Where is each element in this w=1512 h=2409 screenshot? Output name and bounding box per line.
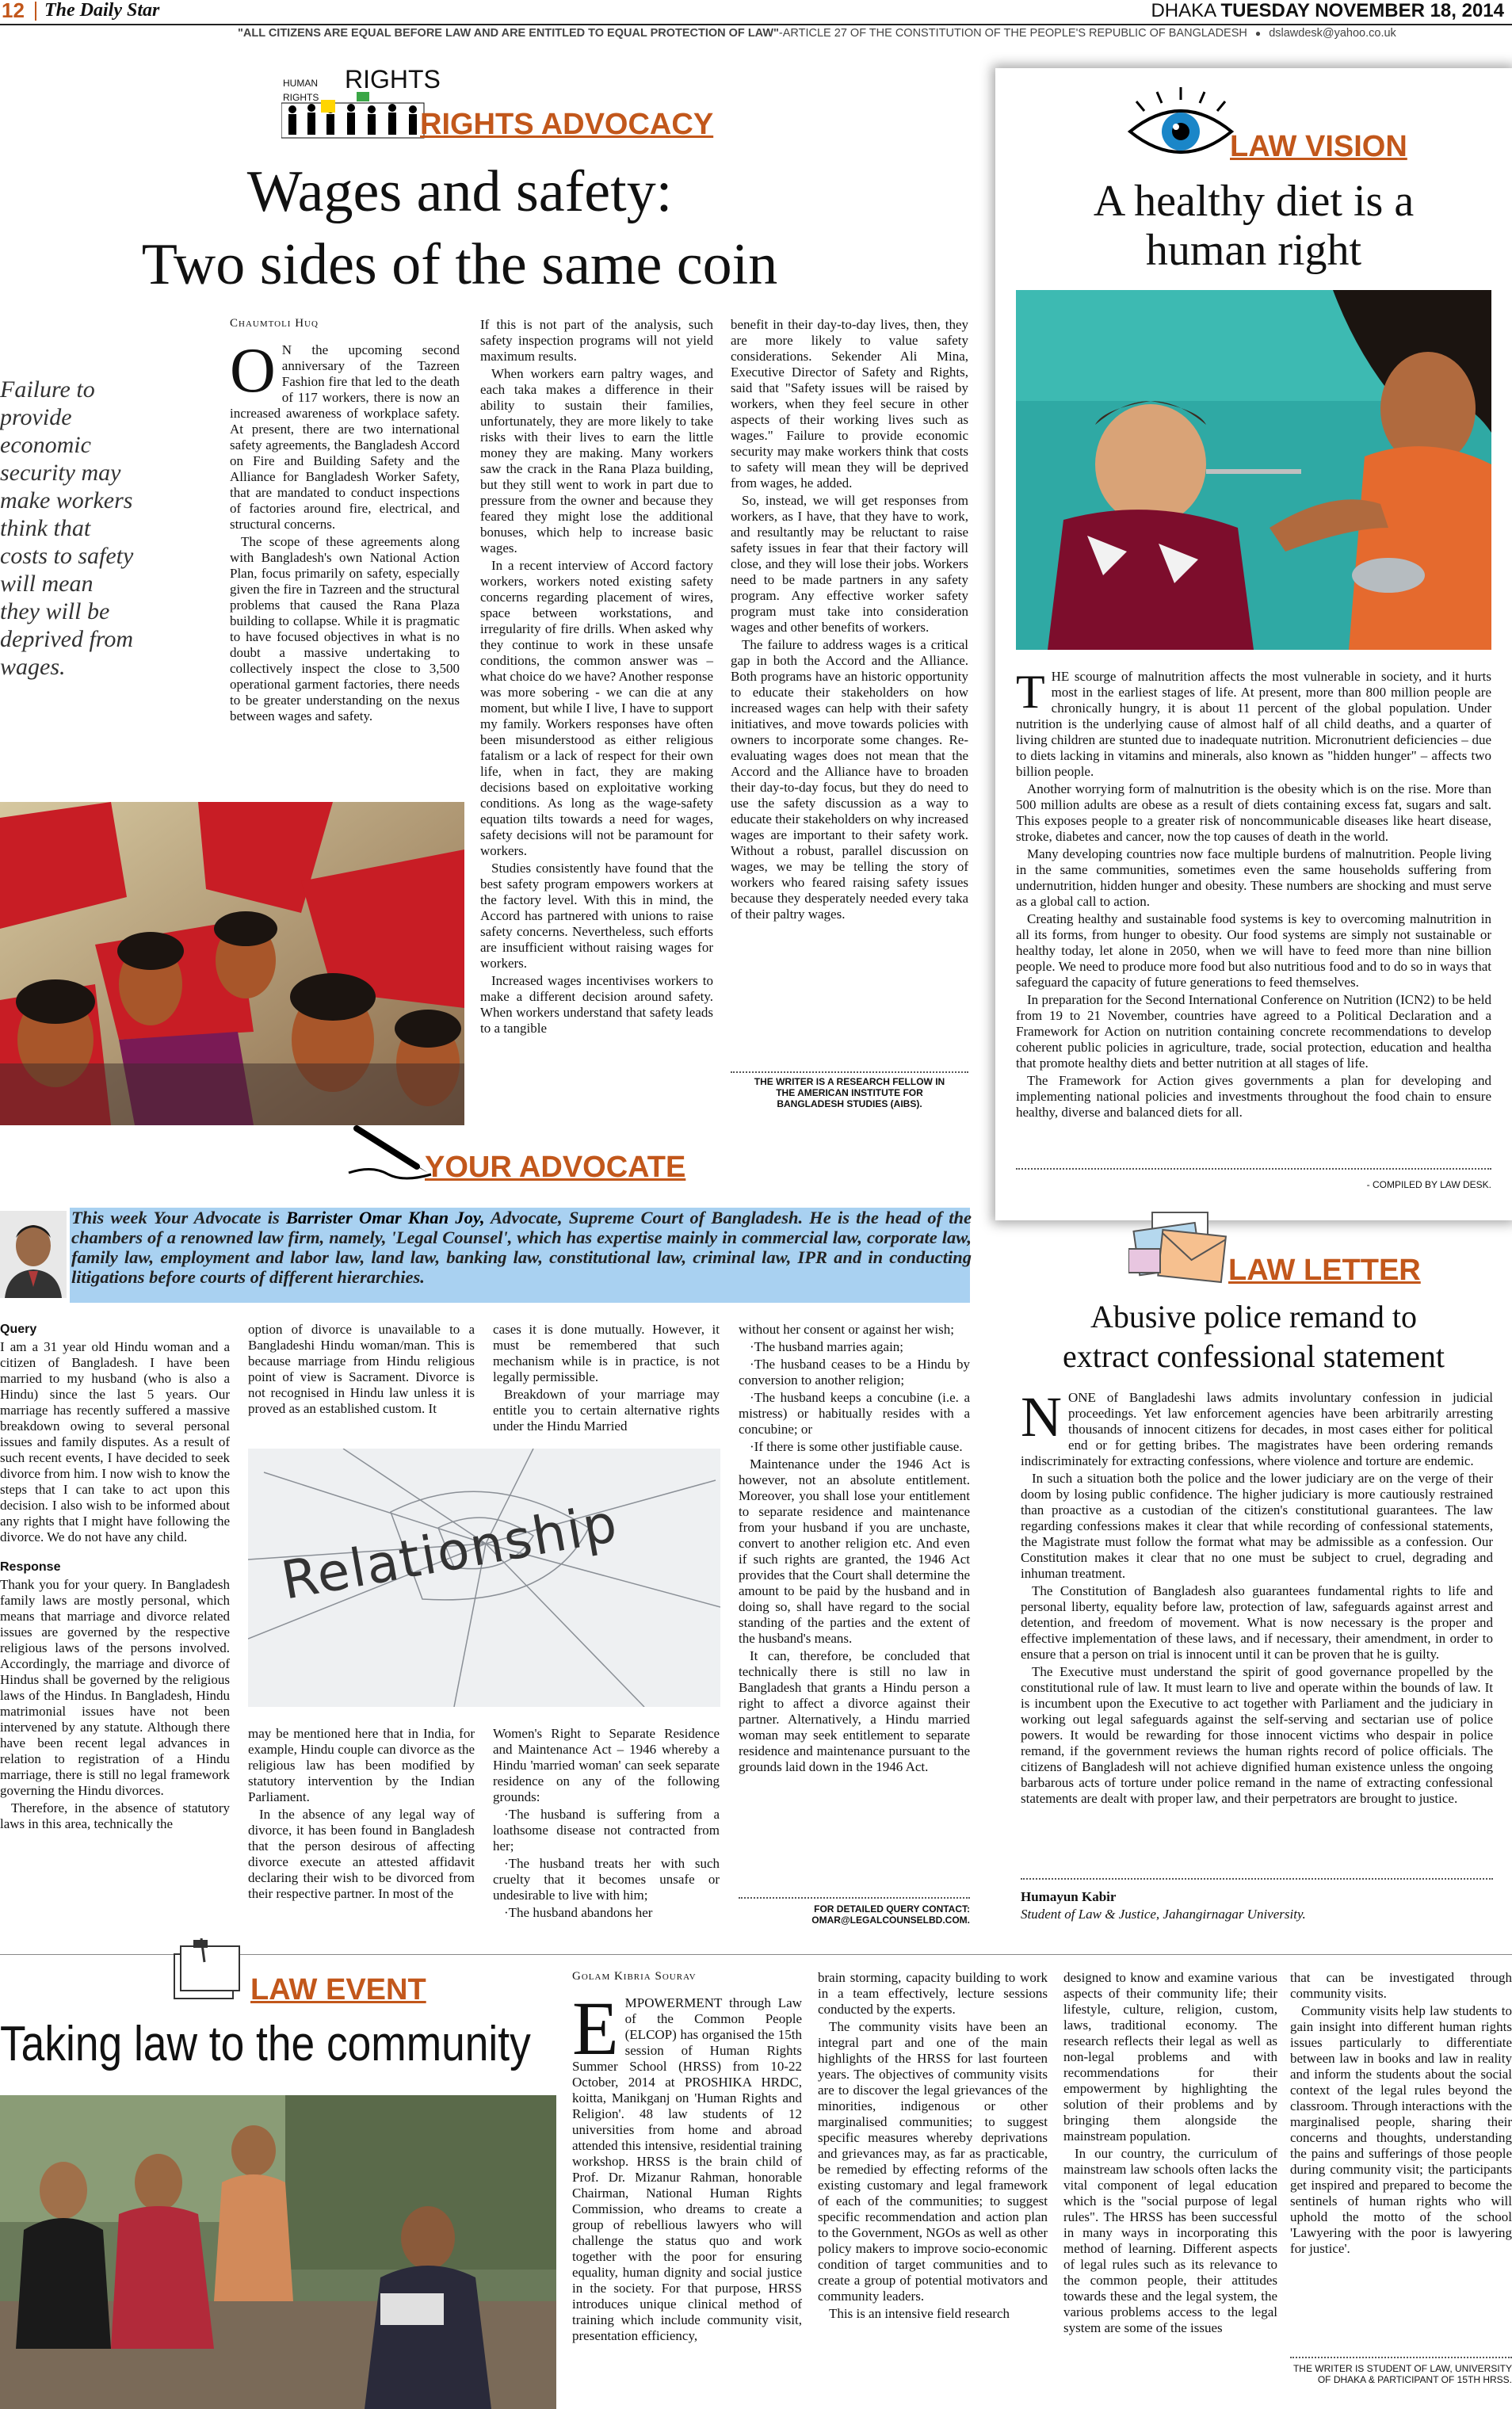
community-credit-rule xyxy=(1290,2357,1512,2358)
remand-headline-line1: Abusive police remand to xyxy=(1090,1299,1418,1334)
community-column-1: EMPOWERMENT through Law of the Common People (ELCOP) has organised the 15th session of Human Rights Summer School (HRSS) from 10-22 October, 2014 at PROSHIKA HRDC, koitta, Manikganj on 'Human Rights and Religion'. 48 law students of 12 universities from home and abroad attended this intensive, residential training workshop. HRSS is the brain child of Prof. Dr. Mizanur Rahman, honorable Chairman, National Human Rights Commission, who dreams to create a group of rebellious lawyers who will challenge the status quo and work together with the poor for ensuring equality, human dignity and social justice in the society. For that purpose, HRSS introduces unique clinical method of training which include community visit, presentation efficiency, xyxy=(572,1986,802,2343)
community-headline: Taking law to the community xyxy=(0,2017,531,2071)
wages-byline: Chaumtoli Huq xyxy=(230,317,319,330)
logo-text-rights-large: RIGHTS xyxy=(345,65,441,94)
pen-icon-svg xyxy=(341,1117,436,1181)
advocate-column-3-bottom: Women's Right to Separate Residence and Maintenance Act – 1946 whereby a Hindu 'married woman' can seek separate residence on any of the following grounds: ·The husband is suffering from a loathsome disease not contracted from her; ·The husband treats her with such cruelty that it becomes unsafe or undesirable to live with him; ·The husband abandons her xyxy=(493,1726,720,1920)
rights-advocacy-label: RIGHTS ADVOCACY xyxy=(420,108,714,141)
law-letter-label: LAW LETTER xyxy=(1228,1254,1421,1287)
logo-text-rights-small: RIGHTS xyxy=(283,92,319,103)
email-link[interactable]: dslawdesk@yahoo.co.uk xyxy=(1269,27,1396,40)
advocate-intro: This week Your Advocate is Barrister Omar Khan Joy, Advocate, Supreme Court of Bangladesh. He is the head of the chambers of a renowned law firm, namely, 'Legal Counsel', which has expertise mainly in commercial law, corporate law, family law, employment and labor law, land law, banking law, constitutional law, criminal law, IPR and in conducting litigations before courts of different hierarchies. xyxy=(71,1208,972,1287)
diet-credit-rule xyxy=(1016,1168,1491,1170)
relationship-photo xyxy=(248,1449,720,1707)
remand-author-title: Student of Law & Justice, Jahangirnagar University. xyxy=(1021,1907,1306,1922)
envelope-icon xyxy=(1128,1209,1231,1288)
diet-headline-line1: A healthy diet is a xyxy=(1093,177,1415,226)
remand-author: Humayun Kabir xyxy=(1021,1889,1117,1904)
masthead xyxy=(0,0,1512,49)
wages-headline-line1: Wages and safety: xyxy=(246,159,673,224)
tagline-source: -ARTICLE 27 OF THE CONSTITUTION OF THE PEOPLE'S REPUBLIC OF BANGLADESH xyxy=(778,27,1247,40)
remand-headline-line2: extract confessional statement xyxy=(1062,1338,1445,1374)
advocate-column-2-bottom: may be mentioned here that in India, for example, Hindu couple can divorce as the religious law has been modified by statutory intervention by the Indian Parliament. In the absence of any legal way of divorce, it has been found in Bangladesh that the person desirous of affecting divorce execute an attested affidavit declaring their wish to be divorced from their respective partner. In most of the xyxy=(248,1726,475,1901)
dateline-city: DHAKA xyxy=(1151,0,1216,21)
relationship-word: Relationship xyxy=(277,1492,623,1612)
wages-pullquote: Failure to provide economic security may make workers think that costs to safety will mean they will be deprived from wages. xyxy=(0,376,134,680)
community-photo xyxy=(0,2095,556,2409)
tagline xyxy=(238,27,1506,40)
your-advocate-label: YOUR ADVOCATE xyxy=(425,1151,686,1184)
pen-icon xyxy=(341,1117,436,1181)
child-feeding-image xyxy=(1016,290,1491,650)
diet-article-body: THE scourge of malnutrition affects the most vulnerable in society, and it hurts most in the earliest stages of life. At present, more than 800 million people are chronically hungry, it is about 11 percent of the global population. Under nutrition is the underlying cause of almost half of all child deaths, and a quarter of living children are stunted due to inadequate nutrition. Micronutrient deficiencies – due to diets lacking in vitamins and minerals, also known as "hidden hunger" – affects two billion people. Another worrying form of malnutrition is the obesity which is on the rise. More than 500 million adults are obese as a result of diets containing excess fat, sugars and salt. This exposes people to a greater risk of noncommunicable diseases like heart disease, stroke, diabetes and cancer, now the top causes of death in the world. Many developing countries now face multiple burdens of malnutrition. People living in the same communities, sometimes even the same households suffering from undernutrition, hidden hunger and obesity. These numbers are shocking and must serve as a global call to action. Creating healthy and sustainable food systems is key to overcoming malnutrition in all its forms, from hunger to obesity. Our food systems are simply not sustainable or healthy today, let alone in 2050, when we will have to feed more than nine billion people. We need to produce more food but also nutritious food and to do so in ways that safeguard the capacity of future generations to feed themselves. In preparation for the Second International Conference on Nutrition (ICN2) to be held from 19 to 21 November, countries have agreed to a Political Declaration and a Framework for Action on nutrition containing concrete recommendations to develop coherent public policies in agriculture, trade, social protection, education and healtha that promote healthy diets and better nutrition at all stages of life. The Framework for Action gives governments a plan for developing and implementing national policies and investments throughout the food chain to ensure healthy, diverse and balanced diets for all. xyxy=(1016,666,1491,1120)
clipboard-icon-svg xyxy=(166,1938,246,2003)
remand-dropcap: N xyxy=(1021,1385,1062,1449)
diet-credit: - COMPILED BY LAW DESK. xyxy=(1366,1179,1491,1190)
remand-article-body: NONE of Bangladeshi laws admits involuntary confession in judicial proceedings. Yet law enforcement agencies have been arbitrarily arresting thousands of innocent citizens for decades, in most cases either for political end or for getting bribes. The magistrates have been ordering remands indiscriminately for extracting confessions, where violence and torture are endemic. In such a situation both the police and the lower judiciary are on the verge of their doom by losing public confidence. The higher judiciary is more cautiously restrained than proactive as a custodian of the citizen's constitutional guarantees. The law regarding confessions makes it clear that while recording of confessional statements, the Magistrate must follow the format what may be admissible as a confession. Our Constitution makes it clear that no one must be subject to cruel, degrading and inhuman treatment. The Constitution of Bangladesh also guarantees fundamental rights to life and personal liberty, equality before law, protection of law, safeguards against arrest and detention, and freedom of movement. What is now necessary is the proper and effective implementation of these laws, and if necessary, their amendment, in order to ensure that a person on trial is innocent until it can be proven that he is guilty. The Executive must understand the spirit of good governance propelled by the constitutional rule of law. It must learn to live and operate within the bounds of law. It is incumbent upon the Executive to act together with Parliament and the judiciary in working out legal safeguards against the self-serving and sectarian use of police powers. It would be rewarding for those innocent victims who despair in police remand, if the government reviews the human rights record of police officials. The citizens of Bangladesh will not achieve dignified human existence unless the ongoing barbarous acts of torture under police remand in the name of extracting confessional statements are dealt with proper law, and their perpetrators are brought to justice. xyxy=(1021,1385,1493,1806)
wages-column-2: If this is not part of the analysis, such safety inspection programs will not yield maximum results. When workers earn paltry wages, and each taka makes a difference in their ability to sustain their families, unfortunately, they are more likely to take risks with their lives to earn the little money they are making. Many workers saw the crack in the Rana Plaza building, but they still went to work in part due to pressure from the owner and because they feared they might lose the additional bonuses, which help to increase basic wages. In a recent interview of Accord factory workers, workers noted existing safety concerns regarding placement of wires, space between workstations, and irregularity of fire drills. When asked why they continue to work in these unsafe conditions, the common answer was – what choice do we have? Another response was more sobering - we can die at any moment, but while I live, I have to support my family. Workers responses have often been misunderstood as either religious fatalism or a lack of respect for their own life, when in fact, they are making decisions based on exploitative working conditions. As long as the wage-safety equation tilts towards a need for wages, safety decisions will not be paramount for workers. Studies consistently have found that the best safety program empowers workers at the factory level. With this in mind, the Accord has partnered with unions to raise safety concerns. Nevertheless, such efforts are insufficient without raising wages for workers. Increased wages incentivises workers to make a different decision around safety. When workers understand that safety leads to a tangible xyxy=(480,317,713,1036)
page-number: 12 xyxy=(2,0,25,22)
wages-column-1 xyxy=(230,336,460,726)
wages-headline-line2: Two sides of the same coin xyxy=(141,232,778,297)
paper-name: The Daily Star xyxy=(44,0,160,21)
advocate-portrait xyxy=(0,1211,67,1298)
diet-headline-line2: human right xyxy=(1145,226,1362,275)
wages-para-2: The scope of these agreements along with Bangladesh's own National Action Plan, focus primarily on safety, especially given the fire in Tazreen and the structural problems that caused the Rana Plaza building to collapse. While it is pragmatic to have focused objectives in what is no doubt a massive undertaking to collectively inspect the close to 3,500 operational garment factories, there needs to be greater understanding on the nexus between wages and safety. xyxy=(230,534,460,723)
masthead-divider-icon xyxy=(35,2,36,21)
workers-photo xyxy=(0,802,464,1125)
tagline-quote: "ALL CITIZENS ARE EQUAL BEFORE LAW AND ARE ENTITLED TO EQUAL PROTECTION OF LAW" xyxy=(238,27,779,40)
advocate-name: Barrister Omar Khan Joy, xyxy=(285,1208,485,1227)
advocate-email-link[interactable]: OMAR@LEGALCOUNSELBD.COM. xyxy=(811,1915,970,1926)
community-column-3: designed to know and examine various aspects of their community life; their lifestyle, culture, religion, custom, laws, traditional economy. The research reflects their legal as well as non-legal problems and with recommendations for their empowerment by highlighting the solution of their problems and by bringing them alongside the mainstream population. In our country, the curriculum of mainstream law schools often lacks the vital component of legal education which is the "social purpose of legal rules". The HRSS has been successful in many ways in incorporating this method of learning. Different aspects of legal rules such as its relevance to the common people, their attitudes towards these and the legal system, the various problems access to the legal system are some of the issues xyxy=(1063,1970,1277,2335)
community-column-2: brain storming, capacity building to work in a team effectively, lecture sessions conducted by the experts. The community visits have been an integral part and one of the main highlights of the HRSS for last fourteen years. The objectives of community visits are to discover the legal grievances of the minorities, indigenous or other marginalised communities; to suggest specific measures whereby deprivations and grievances may, as far as practicable, be remedied by effecting reforms of the existing customary and legal framework of each of the communities; to suggest specific recommendation and action plan to the Government, NGOs as well as other policy makers to improve socio-economic condition of target communities and to create a group of potential motivators and community leaders. This is an intensive field research xyxy=(818,1970,1048,2321)
wages-credit: THE WRITER IS A RESEARCH FELLOW IN THE AMERICAN INSTITUTE FOR BANGLADESH STUDIES (AIBS). xyxy=(754,1076,945,1109)
eye-icon xyxy=(1125,86,1236,162)
masthead-rule xyxy=(0,24,1512,25)
logo-text-human: HUMAN xyxy=(283,78,318,89)
clipboard-icon xyxy=(166,1938,246,2003)
child-feeding-photo xyxy=(1016,290,1491,650)
diet-dropcap: T xyxy=(1016,666,1045,718)
advocate-column-2-top: option of divorce is unavailable to a Bangladeshi Hindu woman/man. This is because marriage from Hindu religious point of view is Sacrament. Divorce is not recognised in Hindu law unless it is proved as an established custom. It xyxy=(248,1322,475,1416)
advocate-contact-rule xyxy=(739,1897,970,1899)
wages-para-1: O N the upcoming second anniversary of the Tazreen Fashion fire that led to the death of 117 workers, there is now an increased awareness of workplace safety. At present, there are two international safety agreements, the Bangladesh Accord on Fire and Building Safety and the Alliance for Bangladesh Worker Safety, that are mandated to conduct inspections of factories around fire, electrical, and structural concerns. xyxy=(230,336,460,532)
query-heading: Query xyxy=(0,1323,37,1336)
envelope-icon-svg xyxy=(1128,1209,1231,1288)
community-visit-image xyxy=(0,2095,556,2409)
dateline xyxy=(1151,0,1504,22)
wages-credit-rule xyxy=(731,1071,968,1073)
community-column-4: that can be investigated through community visits. Community visits help law students to gain insight into different human rights issues particularly to differentiate between law in books and law in reality and inform the students about the social context of the legal rules beyond the classroom. Through interactions with the marginalised people, sharing their concerns and thoughts, understanding the pains and sufferings of those people during community visit; the participants get inspired and prepared to become the sentinels of human rights who will uphold the motto of the school 'Lawyering with the poor is lawyering for justice'. xyxy=(1290,1970,1512,2256)
advocate-contact: FOR DETAILED QUERY CONTACT: OMAR@LEGALCOUNSELBD.COM. xyxy=(739,1903,970,1926)
law-event-label: LAW EVENT xyxy=(250,1973,426,2006)
eye-icon-svg xyxy=(1125,86,1236,162)
wages-dropcap: O xyxy=(230,336,276,406)
community-dropcap: E xyxy=(572,1986,619,2071)
human-rights-logo xyxy=(281,65,441,139)
law-vision-label: LAW VISION xyxy=(1230,130,1407,163)
remand-author-rule xyxy=(1021,1878,1493,1880)
response-heading: Response xyxy=(0,1560,61,1574)
dateline-date: TUESDAY NOVEMBER 18, 2014 xyxy=(1220,0,1504,21)
wages-column-3: benefit in their day-to-day lives, then, they are more likely to value safety considerations. Sekender Ali Mina, Executive Director of Safety and Rights, said that "Safety issues will be raised by workers, when they feel secure in other aspects of their working lives such as wages." Failure to provide economic security may make workers think that costs to safety will mean they will be deprived from wages, he added. So, instead, we will get responses from workers, as I have, that they have to work, and resultantly may be reluctant to raise safety issues in fear that their factory will close, and they will lose their jobs. Workers need to be made partners in any safety program. Any effective worker safety program must take into consideration wages and other benefits of workers. The failure to address wages is a critical gap in both the Accord and the Alliance. Both programs have an historic opportunity to educate their stakeholders on how increased wages can help with their safety initiatives, and move towards policies with owners to incorporate some changes. Re-evaluating wages does not mean that the Accord and the Alliance have to broaden their day-to-day focus, but they do need to use the safety discussion as a way to educate their stakeholders on why increased wages are important to their safety work. Without a robust, parallel discussion on wages, we may be telling the story of workers who feared raising safety issues because they desperately needed every taka of their paltry wages. xyxy=(731,317,968,922)
advocate-column-1: Query I am a 31 year old Hindu woman and a citizen of Bangladesh. I have been married to my husband (who is also a Hindu) since the last 5 years. Our marriage has recently suffered a massive breakdown owing to several personal issues and family disputes. As a result of such recent events, I have decided to seek divorce from him. I now wish to know the steps that I can take to act upon this decision. I also wish to be informed about any rights that I might have following the divorce. We do not have any child. Response Thank you for your query. In Bangladesh family laws are mostly personal, which means that marriage and divorce related issues are governed by the respective religious laws of the persons involved. Accordingly, the marriage and divorce of Hindus shall be governed by the religious laws of the Hindus. In Bangladesh, Hindu matrimonial issues have not been intervened by any statute. Although there have been recent legal advances in relation to registration of a Hindu marriage, there is still no legal framework governing the Hindu divorces. Therefore, in the absence of statutory laws in this area, technically the xyxy=(0,1323,230,1831)
bullet-icon: ● xyxy=(1254,28,1262,39)
query-text: I am a 31 year old Hindu woman and a citizen of Bangladesh. I have been married to my husband (who is also a Hindu) since the last 5 years. Our marriage has recently suffered a massive breakdown owing to several personal issues and family disputes. As a result of such recent events, I have decided to seek divorce from him. I now wish to know the steps that I can take to act upon this decision. I also wish to be informed about any rights that I might have following the divorce. We do not have any child. xyxy=(0,1339,230,1544)
workers-photo-image xyxy=(0,802,464,1125)
advocate-column-4: without her consent or against her wish; ·The husband marries again; ·The husband ceases to be a Hindu by conversion to another religion; ·The husband keeps a concubine (i.e. a mistress) or habitually resides with a concubine; or ·If there is some other justifiable cause. Maintenance under the 1946 Act is however, not an absolute entitlement. Moreover, you shall lose your entitlement to separate residence and maintenance from your husband if you are unchaste, convert to another religion etc. And even if such rights are granted, the 1946 Act provides that the Court shall determine the amount to be paid by the husband and in doing so, shall have regard to the social standing of the parties and the extent of the husband's means. It can, therefore, be concluded that technically there is still no law in Bangladesh that grants a Hindu person a right to affect a divorce against their partner. Alternatively, a Hindu married woman may seek entitlement to separate residence and maintenance pursuant to the grounds laid down in the 1946 Act. xyxy=(739,1322,970,1774)
advocate-column-3-top: cases it is done mutually. However, it must be remembered that such mechanism while is in practice, is not legally permissible. Breakdown of your marriage may entitle you to certain alternative rights under the Hindu Married xyxy=(493,1322,720,1434)
community-byline: Golam Kibria Sourav xyxy=(572,1970,697,1983)
community-credit: THE WRITER IS STUDENT OF LAW, UNIVERSITY OF DHAKA & PARTICIPANT OF 15TH HRSS. xyxy=(1292,2363,1512,2385)
advocate-photo xyxy=(0,1211,67,1298)
